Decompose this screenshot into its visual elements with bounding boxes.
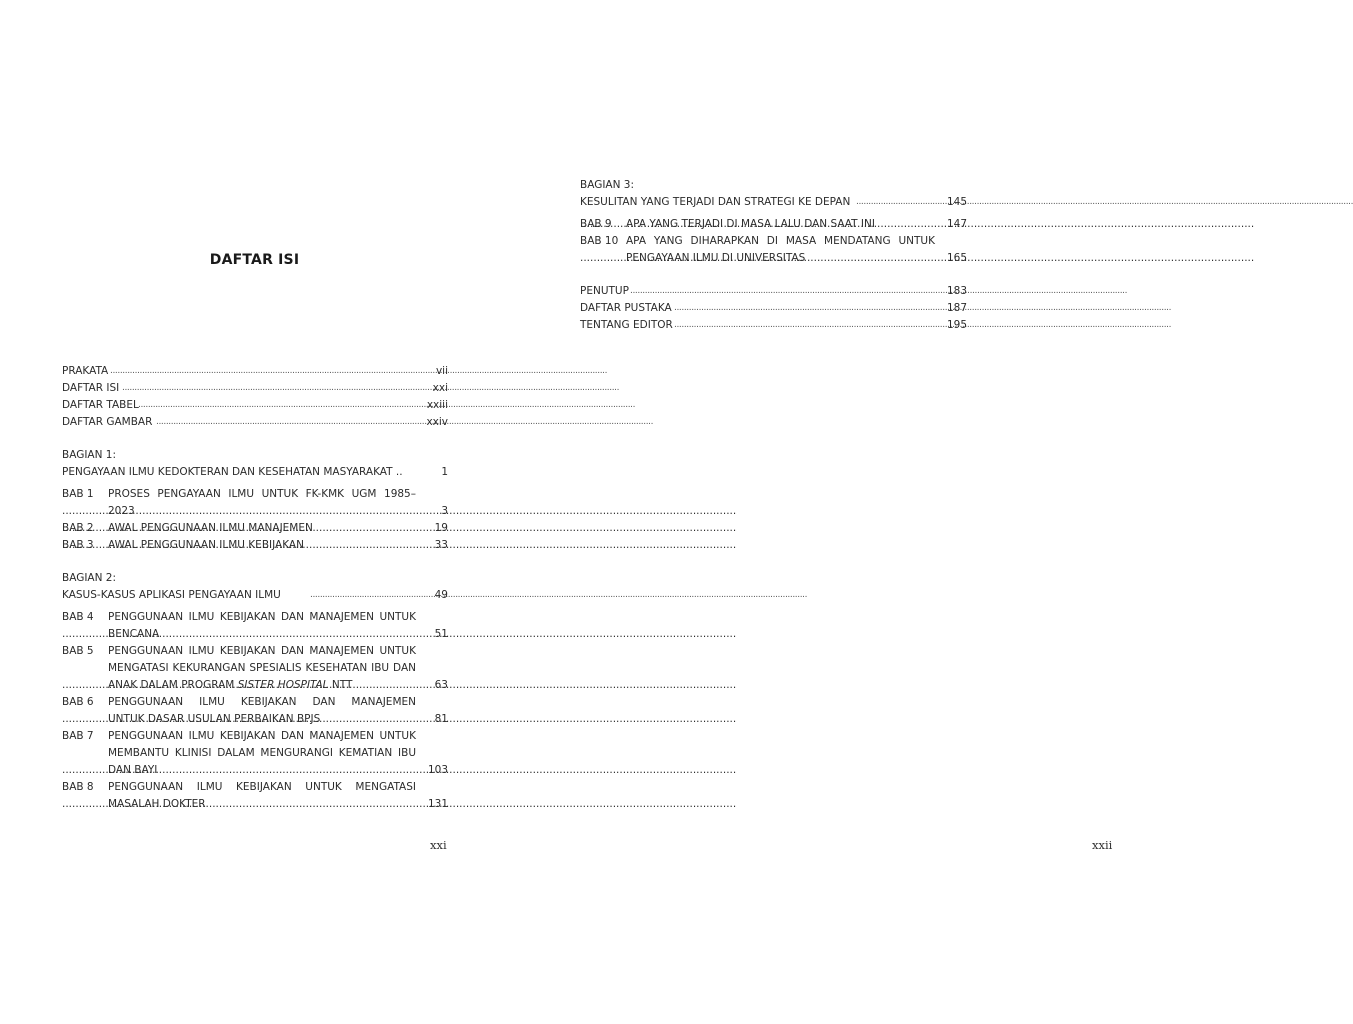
chapter-title-line: PENGAYAAN ILMU DI UNIVERSITAS — [626, 252, 806, 264]
chapter-title-line: UNTUK DASAR USULAN PERBAIKAN BPJS — [108, 713, 321, 725]
chapter-title-line: AWAL PENGGUNAAN ILMU KEBIJAKAN — [108, 539, 304, 551]
entry-page: vii — [435, 365, 448, 377]
chapter-code: BAB 5 — [62, 645, 94, 657]
entry-label: DAFTAR GAMBAR — [62, 416, 153, 428]
chapter-title-line: PENGGUNAAN ILMU KEBIJAKAN DAN MANAJEMEN UNTUK — [108, 645, 416, 657]
toc-entry-bagian-2[interactable] — [62, 587, 448, 604]
chapter-code: BAB 8 — [62, 781, 94, 793]
dot-leader — [630, 283, 931, 300]
chapter-title-line: MEMBANTU KLINISI DALAM MENGURANGI KEMATIAN IBU — [108, 747, 416, 759]
chapter-code: BAB 10 — [580, 235, 619, 247]
entry-page: xxiv — [426, 416, 448, 428]
chapter-code: BAB 3 — [62, 539, 94, 551]
chapter-code: BAB 1 — [62, 488, 94, 500]
chapter-title-line: PENGGUNAAN ILMU KEBIJAKAN DAN MANAJEMEN UNTUK — [108, 611, 416, 623]
entry-label: DAFTAR TABEL — [62, 399, 139, 411]
toc-entry-bab-4[interactable] — [62, 609, 448, 643]
chapter-title-line: ANAK DALAM PROGRAM SISTER HOSPITAL NTT — [108, 679, 353, 691]
entry-label: DAFTAR ISI — [62, 382, 120, 394]
toc-entry-bab-1[interactable] — [62, 486, 448, 520]
entry-page: 49 — [434, 589, 448, 601]
entry-label: DAFTAR PUSTAKA — [580, 302, 672, 314]
chapter-title-line: PENGGUNAAN ILMU KEBIJAKAN UNTUK MENGATASI — [108, 781, 416, 793]
part-heading-2: BAGIAN 2: — [62, 572, 117, 584]
toc-right — [580, 177, 967, 334]
page-number-right: xxii — [1092, 838, 1113, 852]
entry-label: KASUS-KASUS APLIKASI PENGAYAAN ILMU — [62, 589, 281, 601]
toc-entry-prakata[interactable] — [62, 363, 448, 380]
toc-entry-daftar-isi[interactable] — [62, 380, 448, 397]
chapter-title-line: PENGGUNAAN ILMU KEBIJAKAN DAN MANAJEMEN UNTUK — [108, 730, 416, 742]
dot-leader — [122, 380, 412, 397]
entry-page: 1 — [441, 466, 448, 478]
toc-entry-bab-9[interactable] — [580, 216, 967, 233]
chapter-title-line: 2023 — [108, 505, 135, 517]
entry-label: KESULITAN YANG TERJADI DAN STRATEGI KE DEPAN — [580, 196, 851, 208]
left-page — [0, 0, 512, 1024]
entry-label: PENUTUP — [580, 285, 629, 297]
part-heading-1: BAGIAN 1: — [62, 449, 117, 461]
chapter-title-line: PENGGUNAAN ILMU KEBIJAKAN DAN MANAJEMEN — [108, 696, 416, 708]
toc-entry-penutup[interactable] — [580, 283, 967, 300]
dot-leader — [674, 317, 931, 334]
toc-entry-bagian-3[interactable] — [580, 194, 967, 211]
toc-title: DAFTAR ISI — [209, 252, 300, 268]
toc-entry-bab-6[interactable] — [62, 694, 448, 728]
toc-entry-bagian-1[interactable] — [62, 464, 448, 481]
chapter-code: BAB 4 — [62, 611, 94, 623]
entry-label: PENGAYAAN ILMU KEDOKTERAN DAN KESEHATAN MASYARAKAT .. — [62, 466, 403, 478]
entry-page: 81 — [434, 713, 448, 725]
dot-leader — [110, 363, 412, 380]
toc-entry-daftar-tabel[interactable] — [62, 397, 448, 414]
toc-left — [62, 363, 448, 813]
toc-entry-bab-10[interactable] — [580, 233, 967, 267]
chapter-title-line: AWAL PENGGUNAAN ILMU MANAJEMEN — [108, 522, 313, 534]
toc-entry-bab-7[interactable] — [62, 728, 448, 779]
entry-page: 103 — [427, 764, 448, 776]
chapter-title-line: BENCANA — [108, 628, 160, 640]
entry-page: 33 — [434, 539, 448, 551]
entry-page: 145 — [946, 196, 967, 208]
entry-page: 165 — [946, 252, 967, 264]
entry-page: 51 — [434, 628, 448, 640]
dot-leader — [156, 414, 412, 431]
entry-page: 195 — [946, 319, 967, 331]
entry-label: TENTANG EDITOR — [580, 319, 673, 331]
toc-entry-daftar-pustaka[interactable] — [580, 300, 967, 317]
entry-page: 3 — [441, 505, 448, 517]
toc-entry-tentang-editor[interactable] — [580, 317, 967, 334]
toc-entry-bab-2[interactable] — [62, 520, 448, 537]
toc-entry-bab-8[interactable] — [62, 779, 448, 813]
chapter-code: BAB 9 — [580, 218, 612, 230]
toc-entry-bab-3[interactable] — [62, 537, 448, 554]
right-page — [512, 0, 1113, 1024]
dot-leader — [310, 587, 412, 604]
chapter-title-line: PROSES PENGAYAAN ILMU UNTUK FK-KMK UGM 1985– — [108, 488, 416, 500]
entry-page: xxi — [432, 382, 448, 394]
part-heading-3: BAGIAN 3: — [580, 179, 635, 191]
dot-leader — [138, 397, 412, 414]
entry-page: 131 — [427, 798, 448, 810]
page-number-left: xxi — [430, 838, 447, 852]
entry-page: 183 — [946, 285, 967, 297]
chapter-title-line: DAN BAYI — [108, 764, 158, 776]
chapter-title-line: APA YANG TERJADI DI MASA LALU DAN SAAT INI — [626, 218, 875, 230]
entry-page: 19 — [434, 522, 448, 534]
chapter-title-line: MASALAH DOKTER — [108, 798, 206, 810]
toc-entry-daftar-gambar[interactable] — [62, 414, 448, 431]
dot-leader — [856, 194, 931, 211]
entry-page: 187 — [946, 302, 967, 314]
chapter-code: BAB 2 — [62, 522, 94, 534]
toc-entry-bab-5[interactable] — [62, 643, 448, 694]
entry-page: xxiii — [426, 399, 448, 411]
chapter-title-line: MENGATASI KEKURANGAN SPESIALIS KESEHATAN IBU DAN — [108, 662, 416, 674]
entry-page: 63 — [434, 679, 448, 691]
chapter-code: BAB 7 — [62, 730, 94, 742]
entry-label: PRAKATA — [62, 365, 109, 377]
dot-leader — [674, 300, 931, 317]
program-name: SISTER HOSPITAL — [237, 679, 329, 691]
entry-page: 147 — [946, 218, 967, 230]
chapter-title-line: APA YANG DIHARAPKAN DI MASA MENDATANG UNTUK — [626, 235, 935, 247]
chapter-code: BAB 6 — [62, 696, 94, 708]
